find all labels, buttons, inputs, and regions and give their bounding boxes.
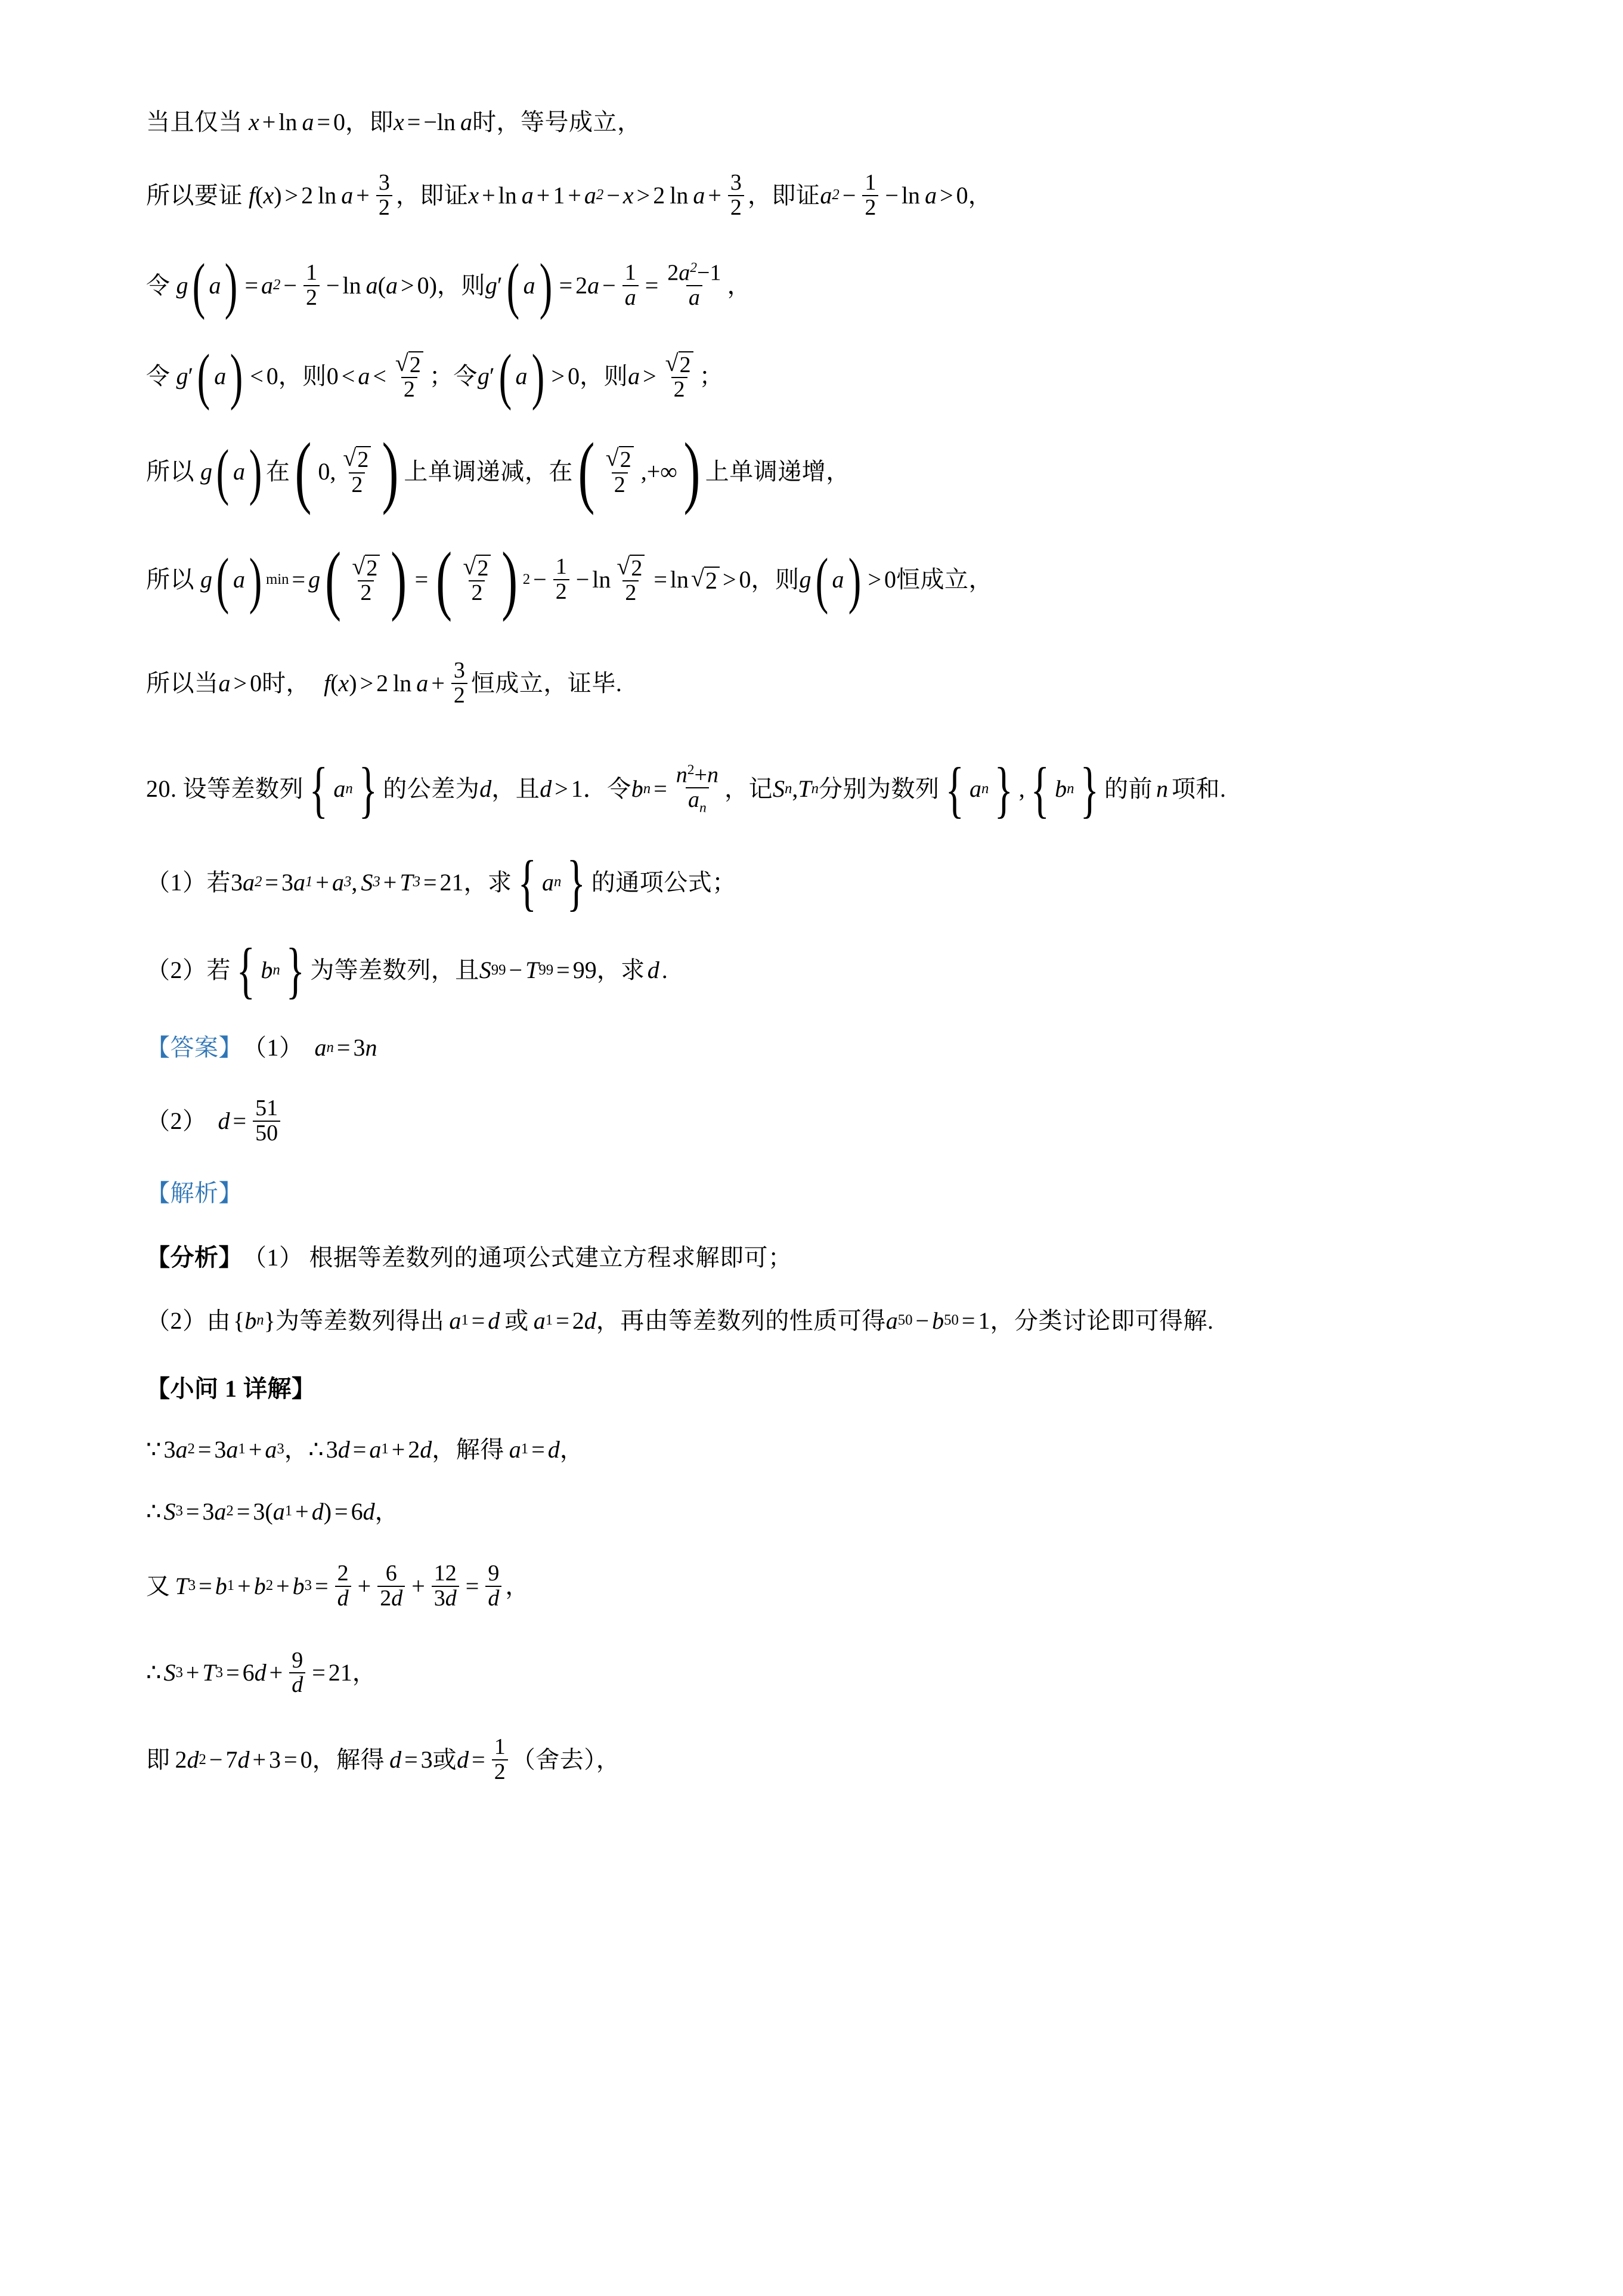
line3-prefix: 令 <box>146 271 171 299</box>
analysis-line-1 <box>146 1243 1504 1271</box>
interval-2: ( √ 2 2 ,+∞ ) <box>578 427 701 516</box>
detail1-tag: 【小问 1 详解】 <box>146 1375 316 1402</box>
solution-line-3: 令 g ( a ) = a 2 − $\frac{1}{2}$ − ln a ( a > 0 ) ，则 g ′ ( a ) = 2 a − $\frac{1}{a}$ = $\frac{2a^2-1}{a}$ ， <box>146 250 751 320</box>
detail1-line-5: 即 2 d 2 − 7 d + 3 = 0 ，解得 d = 3 或 d = $\frac{1}{2}$ （舍去）， <box>146 1734 621 1785</box>
line1-mid: ，即 <box>345 109 394 135</box>
analysis-item2-t3: ，再由等差数列的性质可得 <box>596 1307 886 1334</box>
detail1-line5-or: 或 <box>432 1746 457 1774</box>
solution-line-6: 所以 g ( a ) min = g ( √ 2 2 ) = ( √ 2 2 ) 2 − $\frac{1}{2}$ − ln √ 2 2 = ln √ 2 > 0 ，则 g ( a ) > 0 恒成立， <box>146 536 993 623</box>
analysis-item2-or: 或 <box>504 1307 529 1334</box>
answer-line-2: （2） d = $\frac{51}{50}$ <box>146 1097 1504 1146</box>
stem-t5: ，记 <box>724 775 773 803</box>
line7-mid: 时， <box>262 670 311 697</box>
detail1-line3-t: 又 <box>146 1572 171 1599</box>
sub2-t4: . <box>661 957 668 984</box>
line2-mid1: ，即证 <box>395 181 469 209</box>
analysis-item2-t1: 由 <box>206 1307 231 1334</box>
solution-line-1: 当且仅当 x + ln a = 0 ，即 x = − ln a 时，等号成立， <box>146 109 642 135</box>
detail1-line-2: ∴ S 3 = 3 a 2 = 3( a 1 + d ) = 6 d ， <box>146 1497 399 1525</box>
detail1-line-1: ∵ 3 a 2 = 3 a 1 + a 3 ， ∴ 3 d = a 1 + 2 d ， 解得 a 1 = d ， <box>146 1435 584 1463</box>
sub2-t3: ，求 <box>596 957 645 984</box>
explanation-tag: 【解析】 <box>146 1179 243 1206</box>
line4-mid1: ，则 <box>278 363 327 390</box>
stem-t4: ．令 <box>583 775 631 803</box>
because-symbol: ∵ <box>146 1435 162 1463</box>
frac-sqrt2-2-a: √ 2 2 <box>393 351 426 402</box>
analysis-item2-t2: 为等差数列得出 <box>275 1307 445 1334</box>
frac-51-50: $\frac{51}{50}$ <box>253 1097 280 1146</box>
line7-prefix: 所以当 <box>146 670 219 697</box>
line6-mid: ，则 <box>751 566 800 593</box>
therefore-symbol-2: ∴ <box>146 1497 162 1525</box>
stem-t1: 设等差数列 <box>182 775 303 803</box>
solution-line-5: 所以 g ( a ) 在 ( 0, √ 2 2 ) 上单调递减，在 ( √ 2 2 ,+∞ ) 上单调递增， <box>146 427 850 516</box>
sub1-t1: 若 <box>206 868 231 896</box>
problem-number: 20. <box>146 775 177 803</box>
line1-suffix: 时，等号成立， <box>472 109 642 135</box>
problem-20-sub1: （1） 若 3 a 2 = 3 a 1 + a 3 , S 3 + T 3 = 21 ，求 { a n } 的通项公式； <box>146 847 736 917</box>
frac-sqrt2-2-b: √ 2 2 <box>663 351 696 402</box>
line4-mid2: ，则 <box>580 363 628 390</box>
frac-2a2-1-over-a: $\frac{2a^2-1}{a}$ <box>667 259 721 311</box>
frac-3-2-a: $\frac{3}{2}$ <box>376 171 392 220</box>
analysis-item1-text: 根据等差数列的通项公式建立方程求解即可； <box>309 1243 792 1271</box>
stem-t7: 的前 <box>1104 775 1153 803</box>
line6-suffix: 恒成立， <box>896 566 993 593</box>
line6-prefix: 所以 <box>146 566 194 593</box>
detail1-line-3: 又 T 3 = b 1 + b 2 + b 3 = $\frac{2}{d}$ + $\frac{6}{2d}$ + $\frac{12}{3d}$ = $\frac{9}{d}$ ， <box>146 1560 529 1611</box>
sub2-t1: 若 <box>206 957 231 984</box>
line5-mid2: 上单调递减，在 <box>404 457 573 485</box>
frac-1-2-a: $\frac{1}{2}$ <box>862 171 878 220</box>
line5-prefix: 所以 <box>146 457 194 485</box>
line1-prefix: 当且仅当 <box>146 109 243 135</box>
therefore-symbol-3: ∴ <box>146 1659 162 1687</box>
line5-suffix: 上单调递增， <box>705 457 850 485</box>
interval-1: ( 0, √ 2 2 ) <box>295 427 399 516</box>
sub2-label: （2） <box>146 957 207 984</box>
detail1-line-4: ∴ S 3 + T 3 = 6 d + $\frac{9}{d}$ = 21 ， <box>146 1647 377 1698</box>
detail1-line5-note: （舍去）， <box>511 1746 621 1774</box>
line2-mid2: ，即证 <box>747 181 820 209</box>
stem-t3: ，且 <box>491 775 540 803</box>
answer-item1-label: （1） <box>243 1033 303 1061</box>
answer-line-1: 【答案】 （1） a n = 3 n <box>146 1033 377 1061</box>
stem-t8: 项和. <box>1171 775 1226 803</box>
line4-prefix2: 令 <box>453 363 478 390</box>
frac-6-2d: $\frac{6}{2d}$ <box>377 1562 405 1611</box>
frac-9-d: $\frac{9}{d}$ <box>485 1562 501 1611</box>
line1-eq1: x <box>249 109 259 135</box>
analysis-item1-label: （1） <box>243 1243 303 1271</box>
solution-line-2: 所以要证 f ( x ) > 2 ln a + $\frac{3}{2}$ ，即证 x + ln a + 1 + a 2 − x > 2 ln a + $\frac{3}{2}$ ，即证 a 2 − $\frac{1}{2}$ − ln a > 0 ， <box>146 170 992 220</box>
line3-mid: ，则 <box>436 271 485 299</box>
stem-t6: 分别为数列 <box>819 775 940 803</box>
frac-1-2-b: $\frac{1}{2}$ <box>303 261 320 310</box>
frac-12-3d: $\frac{12}{3d}$ <box>432 1562 459 1611</box>
analysis-line-2: （2） 由 { b n } 为等差数列得出 a 1 = d 或 a 1 = 2 d ，再由等差数列的性质可得 a 50 − b 50 = 1 ，分类讨论即可得解. <box>146 1307 1214 1334</box>
sub1-t2: ，求 <box>463 868 512 896</box>
frac-2-d: $\frac{2}{d}$ <box>335 1562 351 1611</box>
detail1-line5-t1: 即 <box>146 1746 171 1774</box>
solution-line-7: 所以当 a > 0 时， f ( x ) > 2 ln a + $\frac{3}{2}$ 恒成立，证毕. <box>146 658 622 708</box>
problem-20-sub2: （2） 若 { b n } 为等差数列，且 S 99 − T 99 = 99 ，求 d . <box>146 935 668 1005</box>
analysis-item2-t4: ，分类讨论即可得解. <box>990 1307 1214 1334</box>
answer-tag: 【答案】 <box>146 1033 243 1061</box>
detail1-line1-t: 解得 <box>456 1435 504 1463</box>
sub2-t2: 为等差数列，且 <box>310 957 479 984</box>
detail1-line5-t2: ，解得 <box>312 1746 385 1774</box>
frac-1-a: $\frac{1}{a}$ <box>622 261 639 310</box>
problem-20-stem: 20. 设等差数列 { a n } 的公差为 d ，且 d > 1 ．令 b n = $\frac{n^2+n}{a_n}$ ，记 S n , T n 分别为数列 { a n } , { b n } 的前 n 项和. <box>146 754 1226 824</box>
line2-prefix: 所以要证 <box>146 181 243 209</box>
detail1-tag-line <box>146 1377 1504 1401</box>
answer-item2-label: （2） <box>146 1107 207 1134</box>
therefore-symbol: ∴ <box>308 1435 324 1463</box>
explanation-tag-line <box>146 1181 1504 1205</box>
frac-3-2-b: $\frac{3}{2}$ <box>728 171 744 220</box>
line7-suffix: 恒成立，证毕. <box>470 670 622 697</box>
frac-bn: $\frac{n^2+n}{a_n}$ <box>676 762 718 816</box>
sub1-t3: 的通项公式； <box>591 868 736 896</box>
analysis-item2-label: （2） <box>146 1307 207 1334</box>
analysis-tag: 【分析】 <box>146 1243 243 1271</box>
line4-prefix: 令 <box>146 363 171 390</box>
solution-line-4: 令 g ′ ( a ) < 0 ，则 0 < a < √ 2 2 ； 令 g ′ ( a ) > 0 ，则 a > √ 2 2 ； <box>146 341 724 411</box>
stem-t2: 的公差为 <box>383 775 480 803</box>
sub1-label: （1） <box>146 868 207 896</box>
frac-9-d-b: $\frac{9}{d}$ <box>289 1649 305 1698</box>
frac-1-2-c: $\frac{1}{2}$ <box>492 1735 508 1784</box>
